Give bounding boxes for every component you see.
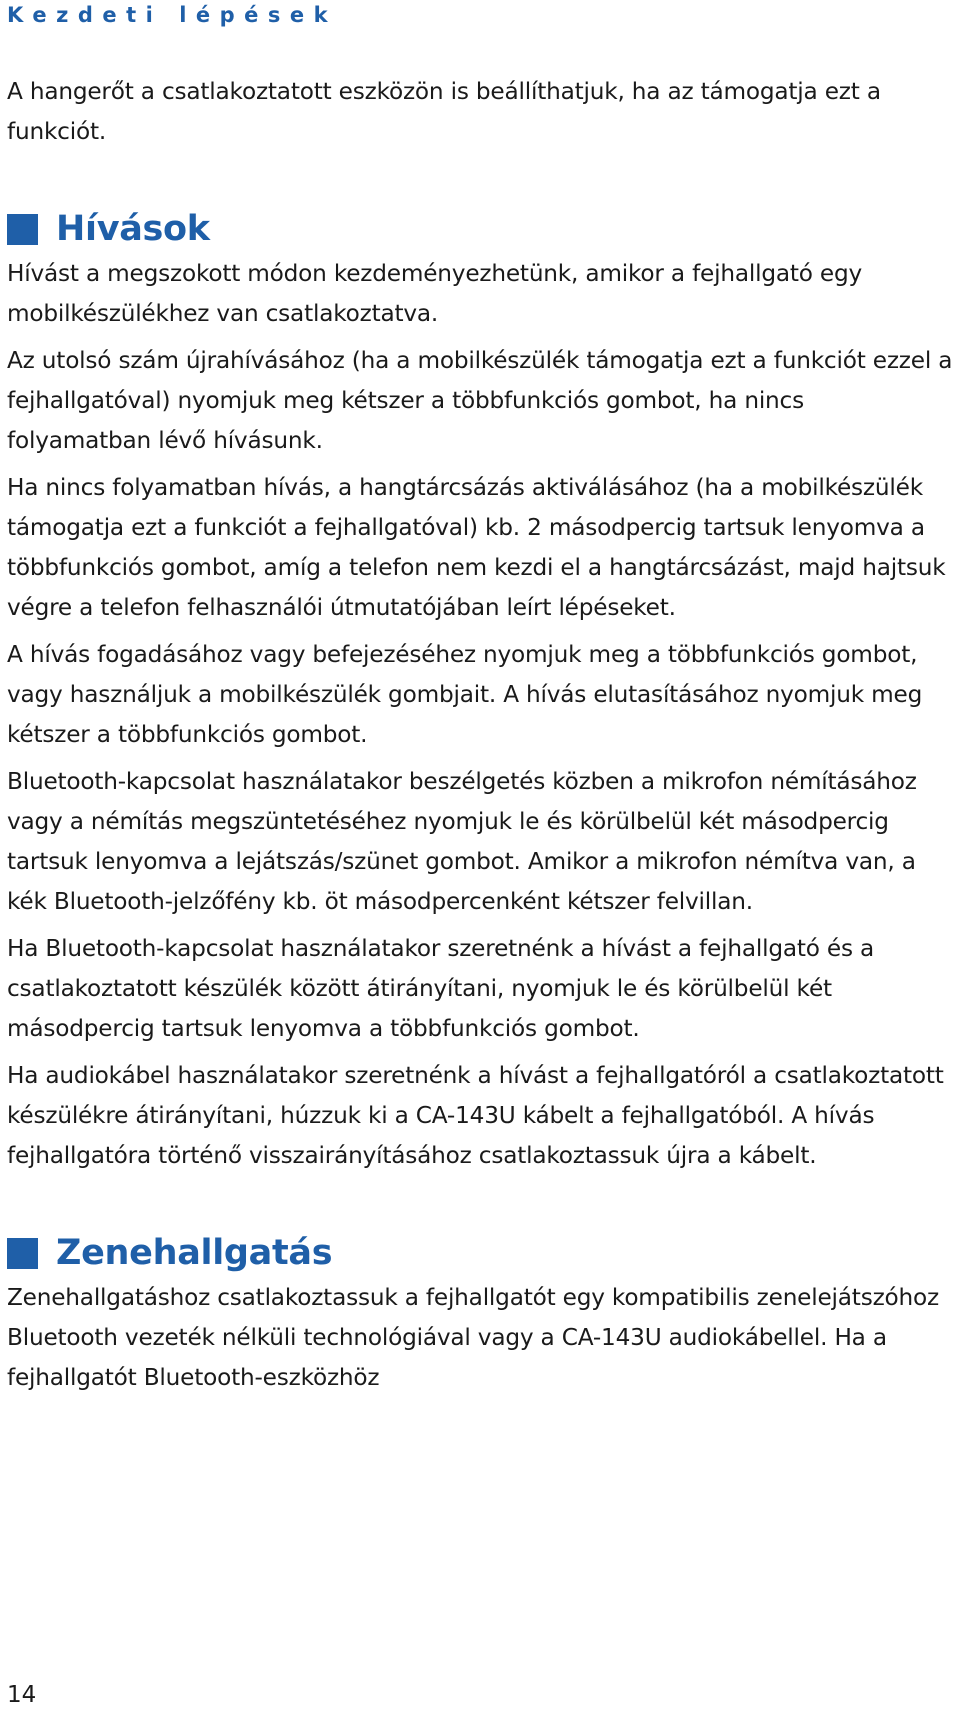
calls-paragraph: A hívás fogadásához vagy befejezéséhez nyomjuk meg a többfunkciós gombot, vagy használjuk a mobilkészülék gombjait. A hívás elutasításához nyomjuk meg kétszer a többfunkciós gombot. — [7, 641, 923, 748]
calls-paragraph: Ha nincs folyamatban hívás, a hangtárcsázás aktiválásához (ha a mobilkészülék támogatja ezt a funkciót a fejhallgatóval) kb. 2 másodpercig tartsuk lenyomva a többfunkciós gombot, amíg a telefon nem kezdi el a hangtárcsázást, majd hajtsuk végre a telefon felhasználói útmutatójában leírt lépéseket. — [7, 474, 946, 621]
calls-paragraph: Ha audiokábel használatakor szeretnénk a hívást a fejhallgatóról a csatlakoztatott készülékre átirányítani, húzzuk ki a CA-143U kábelt a fejhallgatóból. A hívás fejhallgatóra történő visszairányításához csatlakoztassuk újra a kábelt. — [7, 1062, 944, 1169]
page-content — [7, 72, 953, 1405]
section-heading-calls — [7, 204, 953, 254]
square-bullet-icon — [7, 214, 38, 245]
running-header: Kezdeti lépések — [7, 3, 338, 27]
calls-paragraph: Hívást a megszokott módon kezdeményezhetünk, amikor a fejhallgató egy mobilkészülékhez van csatlakoztatva. — [7, 260, 863, 327]
section-heading-label: Hívások — [56, 209, 210, 249]
music-paragraph: Zenehallgatáshoz csatlakoztassuk a fejhallgatót egy kompatibilis zenelejátszóhoz Bluetooth vezeték nélküli technológiával vagy a CA-143U audiokábellel. Ha a fejhallgatót Bluetooth-eszközhöz — [7, 1284, 939, 1391]
intro-paragraph: A hangerőt a csatlakoztatott eszközön is beállíthatjuk, ha az támogatja ezt a funkciót. — [7, 78, 881, 145]
section-heading-music — [7, 1228, 953, 1278]
calls-paragraph: Az utolsó szám újrahívásához (ha a mobilkészülék támogatja ezt a funkciót ezzel a fejhallgatóval) nyomjuk meg kétszer a többfunkciós gombot, ha nincs folyamatban lévő hívásunk. — [7, 347, 953, 454]
square-bullet-icon — [7, 1238, 38, 1269]
page-number: 14 — [7, 1682, 37, 1708]
section-heading-label: Zenehallgatás — [56, 1233, 333, 1273]
calls-paragraph: Bluetooth-kapcsolat használatakor beszélgetés közben a mikrofon némításához vagy a némítás megszüntetéséhez nyomjuk le és körülbelül két másodpercig tartsuk lenyomva a lejátszás/szünet gombot. Amikor a mikrofon némítva van, a kék Bluetooth-jelzőfény kb. öt másodpercenként kétszer felvillan. — [7, 768, 917, 915]
calls-paragraph: Ha Bluetooth-kapcsolat használatakor szeretnénk a hívást a fejhallgató és a csatlakoztatott készülék között átirányítani, nyomjuk le és körülbelül két másodpercig tartsuk lenyomva a többfunkciós gombot. — [7, 935, 875, 1042]
